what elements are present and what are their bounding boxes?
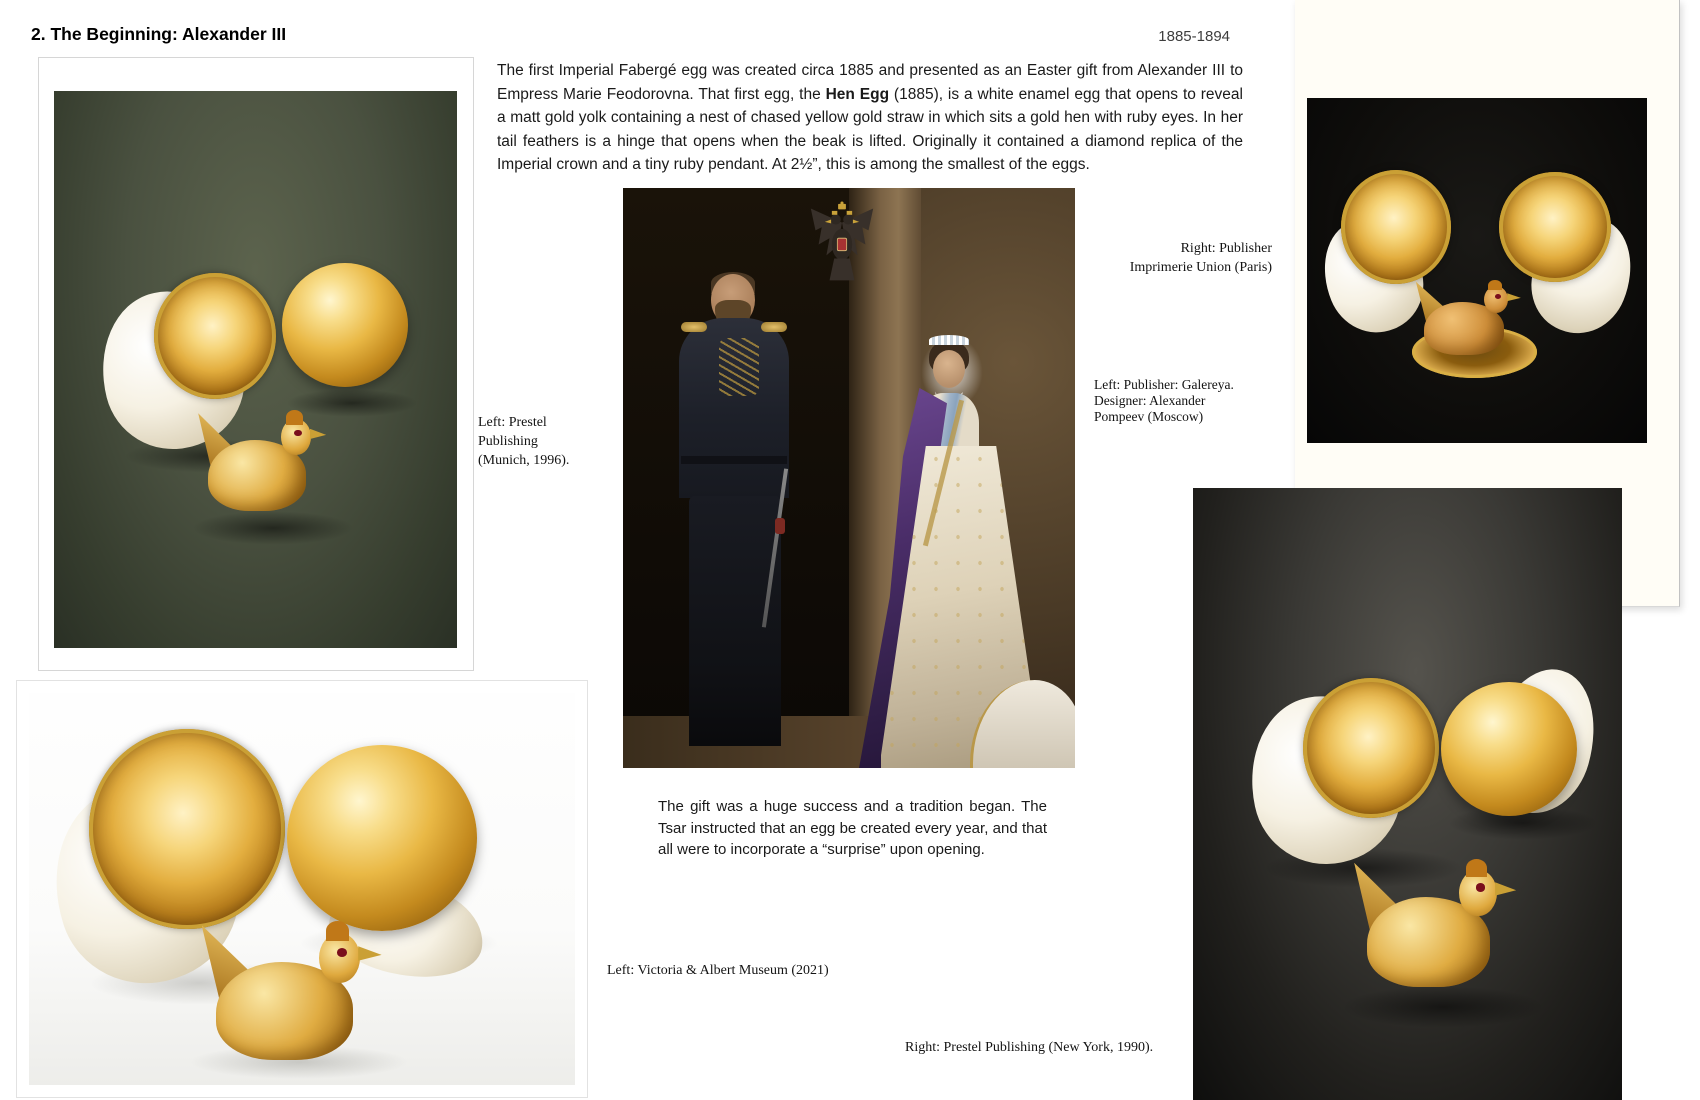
hen-beak bbox=[1495, 882, 1516, 895]
egg-gold-yolk-dome bbox=[1441, 682, 1577, 816]
hen-ruby-eye bbox=[1495, 294, 1501, 299]
egg-shadow bbox=[286, 389, 418, 417]
hen-comb bbox=[286, 410, 303, 424]
egg-gold-interior-bowl bbox=[89, 729, 285, 929]
date-range-label: 1885-1894 bbox=[1158, 28, 1230, 45]
hen-egg-photo-green-background bbox=[54, 91, 457, 648]
caption-line: (Munich, 1996). bbox=[478, 453, 570, 468]
tradition-paragraph: The gift was a huge success and a tradition began. The Tsar instructed that an egg be created every year, and that all were to incorporate a “surprise” upon opening. bbox=[658, 798, 1047, 858]
hen-egg-photo-dark-background bbox=[1193, 488, 1622, 1100]
caption-line: Imprimerie Union (Paris) bbox=[1129, 260, 1272, 275]
hen-egg-bold-text: Hen Egg bbox=[825, 85, 890, 103]
egg-gold-yolk-dome bbox=[282, 263, 408, 387]
hen-egg-photo-black-background bbox=[1307, 98, 1647, 443]
caption-line: Left: Publisher: Galereya. bbox=[1094, 377, 1234, 392]
alexander-gold-aiguillette bbox=[719, 338, 759, 396]
egg-gold-interior-bowl bbox=[1341, 170, 1451, 284]
imperial-double-eagle-icon bbox=[803, 196, 881, 296]
caption-prestel-munich bbox=[478, 413, 628, 470]
photo-card-hen-egg-green bbox=[38, 57, 474, 671]
hen-comb bbox=[326, 921, 349, 941]
alexander-legs bbox=[689, 496, 781, 746]
gold-hen-figure bbox=[202, 419, 330, 515]
maria-tiara bbox=[929, 335, 969, 345]
hen-beak bbox=[1507, 293, 1521, 301]
hen-ruby-eye bbox=[337, 948, 348, 957]
caption-line: Pompeev (Moscow) bbox=[1094, 408, 1204, 424]
egg-gold-interior-bowl bbox=[154, 273, 276, 399]
gold-hen-figure bbox=[1419, 286, 1524, 358]
hen-comb bbox=[1466, 859, 1487, 877]
hen-beak bbox=[358, 946, 381, 961]
page-title: 2. The Beginning: Alexander III bbox=[31, 24, 287, 44]
gold-hen-figure bbox=[1359, 870, 1521, 992]
alexander-epaulette bbox=[681, 322, 707, 332]
hen-comb bbox=[1488, 280, 1502, 291]
caption-line: Designer: Alexander bbox=[1094, 392, 1206, 408]
intro-text-pre: The first Imperial Fabergé egg was created circa 1885 and presented as an Easter gift from Alexander III to Empress Marie Feodorovna. That first egg, the bbox=[497, 62, 1243, 103]
hen-egg-photo-white-background bbox=[29, 693, 575, 1085]
hen-ruby-eye bbox=[1476, 883, 1486, 892]
caption-line: Left: Prestel bbox=[478, 415, 547, 430]
egg-gold-yolk-dome bbox=[287, 745, 477, 931]
caption-victoria-albert: Left: Victoria & Albert Museum (2021) bbox=[607, 963, 829, 978]
hen-shadow bbox=[192, 511, 354, 545]
caption-line: Right: Publisher bbox=[1180, 241, 1272, 256]
photo-card-hen-egg-white bbox=[16, 680, 588, 1098]
alexander-epaulette bbox=[761, 322, 787, 332]
hen-ruby-eye bbox=[294, 430, 302, 437]
caption-imprimerie-union bbox=[1020, 239, 1272, 277]
gold-hen-figure bbox=[207, 933, 387, 1065]
portrait-alexander-iii-and-maria-feodorovna bbox=[623, 188, 1075, 768]
caption-line: Publishing bbox=[478, 434, 538, 449]
hen-beak bbox=[310, 429, 327, 440]
caption-galereya-pompeev bbox=[1094, 377, 1279, 424]
alexander-belt bbox=[681, 456, 787, 464]
egg-gold-interior-bowl bbox=[1303, 678, 1439, 818]
sword-knot bbox=[775, 518, 785, 534]
hen-shadow bbox=[1341, 986, 1545, 1028]
maria-face bbox=[933, 350, 965, 388]
caption-prestel-new-york: Right: Prestel Publishing (New York, 1990). bbox=[905, 1040, 1154, 1055]
intro-text-post: (1885), is a white enamel egg that opens to reveal a matt gold yolk containing a nest of chased yellow gold straw in which sits a gold hen with ruby eyes. In her tail feathers is a hinge that opens when the beak is lifted. Originally it contained a diamond replica of the Imperial crown and a tiny ruby pendant. At 2½”, this is among the smallest of the eggs. bbox=[497, 85, 1243, 173]
intro-paragraph bbox=[497, 59, 1243, 177]
hen-head bbox=[1484, 286, 1508, 313]
egg-gold-interior-bowl bbox=[1499, 172, 1611, 282]
